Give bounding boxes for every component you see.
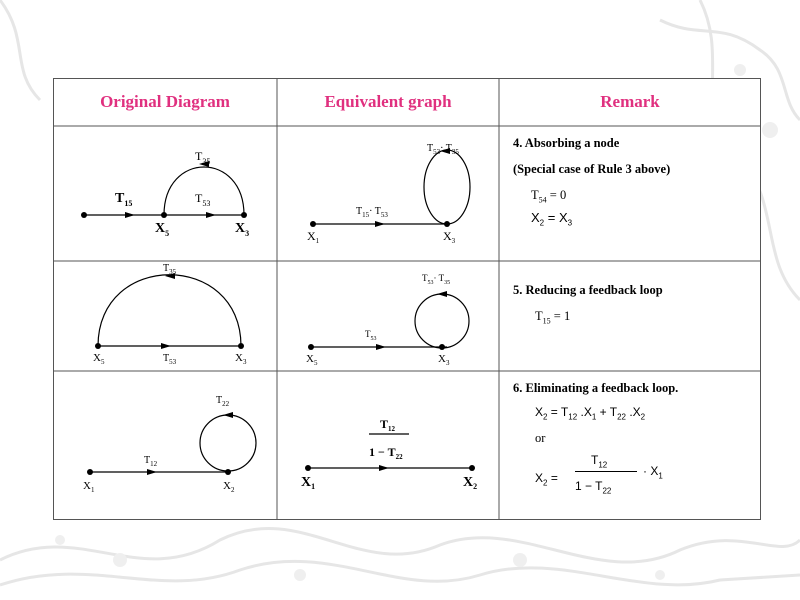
remark-subtitle: (Special case of Rule 3 above) xyxy=(513,162,671,176)
row3-equivalent-graph xyxy=(277,371,499,520)
label-x3: X xyxy=(235,352,243,364)
row1-equivalent-graph xyxy=(277,126,499,261)
svg-text:1 − T22: $1 - T_{22}$ xyxy=(369,445,403,461)
remark-equation-1: $X_2 = T_{12}$ $.X_1 + T_{22}$ $.X_2$ xyxy=(535,405,646,422)
svg-text:X1: $X_1$ xyxy=(83,480,95,494)
label-x2: X xyxy=(223,480,231,492)
label-t12: T xyxy=(144,455,151,466)
svg-text:X3: $X_3$ xyxy=(235,352,247,366)
label-loop: T xyxy=(422,273,428,283)
label-x5: X xyxy=(93,352,101,364)
label-den: 1 − T xyxy=(369,445,396,459)
remark-eq2-numerator: $T_{12}$ xyxy=(591,453,608,470)
header-equivalent-graph: Equivalent graph xyxy=(324,92,452,111)
remark-eq2-denominator: $1 - T_{22}$ xyxy=(575,479,612,496)
remark-title: 4. Absorbing a node xyxy=(513,136,620,150)
svg-text:T35 xyxy=(195,149,210,166)
svg-text:X3: $X_3$ xyxy=(443,229,456,245)
remark-title: 5. Reducing a feedback loop xyxy=(513,283,663,297)
label-t53: T xyxy=(195,191,203,205)
svg-text:T53: $T_{53}$ xyxy=(365,329,377,342)
label-x5-sub: 5 xyxy=(165,229,170,238)
label-t22: T xyxy=(216,395,223,406)
label-x1: X xyxy=(301,475,312,490)
row2-remark xyxy=(513,261,753,371)
remark-title: 6. Eliminating a feedback loop. xyxy=(513,381,679,395)
label-x2: X xyxy=(463,475,474,490)
row3-original-diagram xyxy=(53,371,277,520)
row2-equivalent-graph xyxy=(277,261,499,371)
remark-equation-1: $T_{15} = 1$ xyxy=(535,309,571,326)
label-num: T xyxy=(380,417,389,431)
svg-text:X2: $X_2$ xyxy=(463,475,478,491)
label-t53: T xyxy=(163,353,170,364)
fraction-bar xyxy=(575,471,637,472)
label-x3: X xyxy=(443,229,452,243)
header-remark: Remark xyxy=(600,92,660,111)
row1-remark xyxy=(513,126,753,261)
label-x3: X xyxy=(438,353,446,365)
label-arr-t53: T xyxy=(365,329,371,339)
svg-text:T22: $T_{22}$ xyxy=(216,395,230,408)
label-x3: X xyxy=(235,221,246,236)
svg-text:X5: $X_5$ xyxy=(93,352,105,366)
rules-table xyxy=(53,78,761,520)
label-t35: T xyxy=(163,263,170,274)
svg-text:X5: $X_5$ xyxy=(306,353,318,367)
row1-original-diagram xyxy=(53,126,277,261)
svg-text:T53· T35: $T_{53}\cdot T_{35}$ xyxy=(422,273,451,286)
svg-text:X3: $X_3$ xyxy=(438,353,450,367)
svg-text:T53: $T_{53}$ xyxy=(163,353,177,366)
label-x5: X xyxy=(306,353,314,365)
svg-text:X1: $X_1$ xyxy=(307,229,320,245)
label-t15-sub: 15 xyxy=(124,199,133,208)
label-x1: X xyxy=(307,229,316,243)
svg-text:X5 xyxy=(155,221,169,238)
remark-eq2-right: · $X_1$ xyxy=(643,464,663,481)
label-t15: T xyxy=(115,191,125,206)
svg-text:T53· T35: $T_{53}\cdot T_{35}$ xyxy=(427,143,459,156)
header-original-diagram: Original Diagram xyxy=(100,92,230,111)
svg-text:X1: $X_1$ xyxy=(301,475,316,491)
label-t53-sub: 53 xyxy=(202,199,211,208)
label-arr-t15: T xyxy=(356,206,363,217)
svg-text:T53 xyxy=(195,191,210,208)
svg-text:T12: $T_{12}$ xyxy=(380,417,396,433)
svg-text:X2: $X_2$ xyxy=(223,480,235,494)
remark-eq2-left: $X_2$ = xyxy=(535,471,558,488)
svg-text:T35: $T_{35}$ xyxy=(163,263,177,276)
label-loop-t53: T xyxy=(427,143,434,154)
svg-text:T12: $T_{12}$ xyxy=(144,455,158,468)
label-x3-sub: 3 xyxy=(245,229,250,238)
remark-or: or xyxy=(535,431,546,445)
row2-original-diagram xyxy=(53,261,277,371)
remark-equation-2: $X_2 = X_3$ xyxy=(531,210,573,228)
remark-equation-1: $T_{54} = 0$ xyxy=(531,188,567,205)
label-t35-sub: 35 xyxy=(202,157,211,166)
svg-text:X3 xyxy=(235,221,249,238)
row3-remark xyxy=(513,371,753,520)
svg-text:T15 xyxy=(115,191,132,208)
label-x1: X xyxy=(83,480,91,492)
svg-text:T15· T53: $T_{15}\cdot T_{53}$ xyxy=(356,206,388,219)
label-x5: X xyxy=(155,221,166,236)
label-t35: T xyxy=(195,149,203,163)
